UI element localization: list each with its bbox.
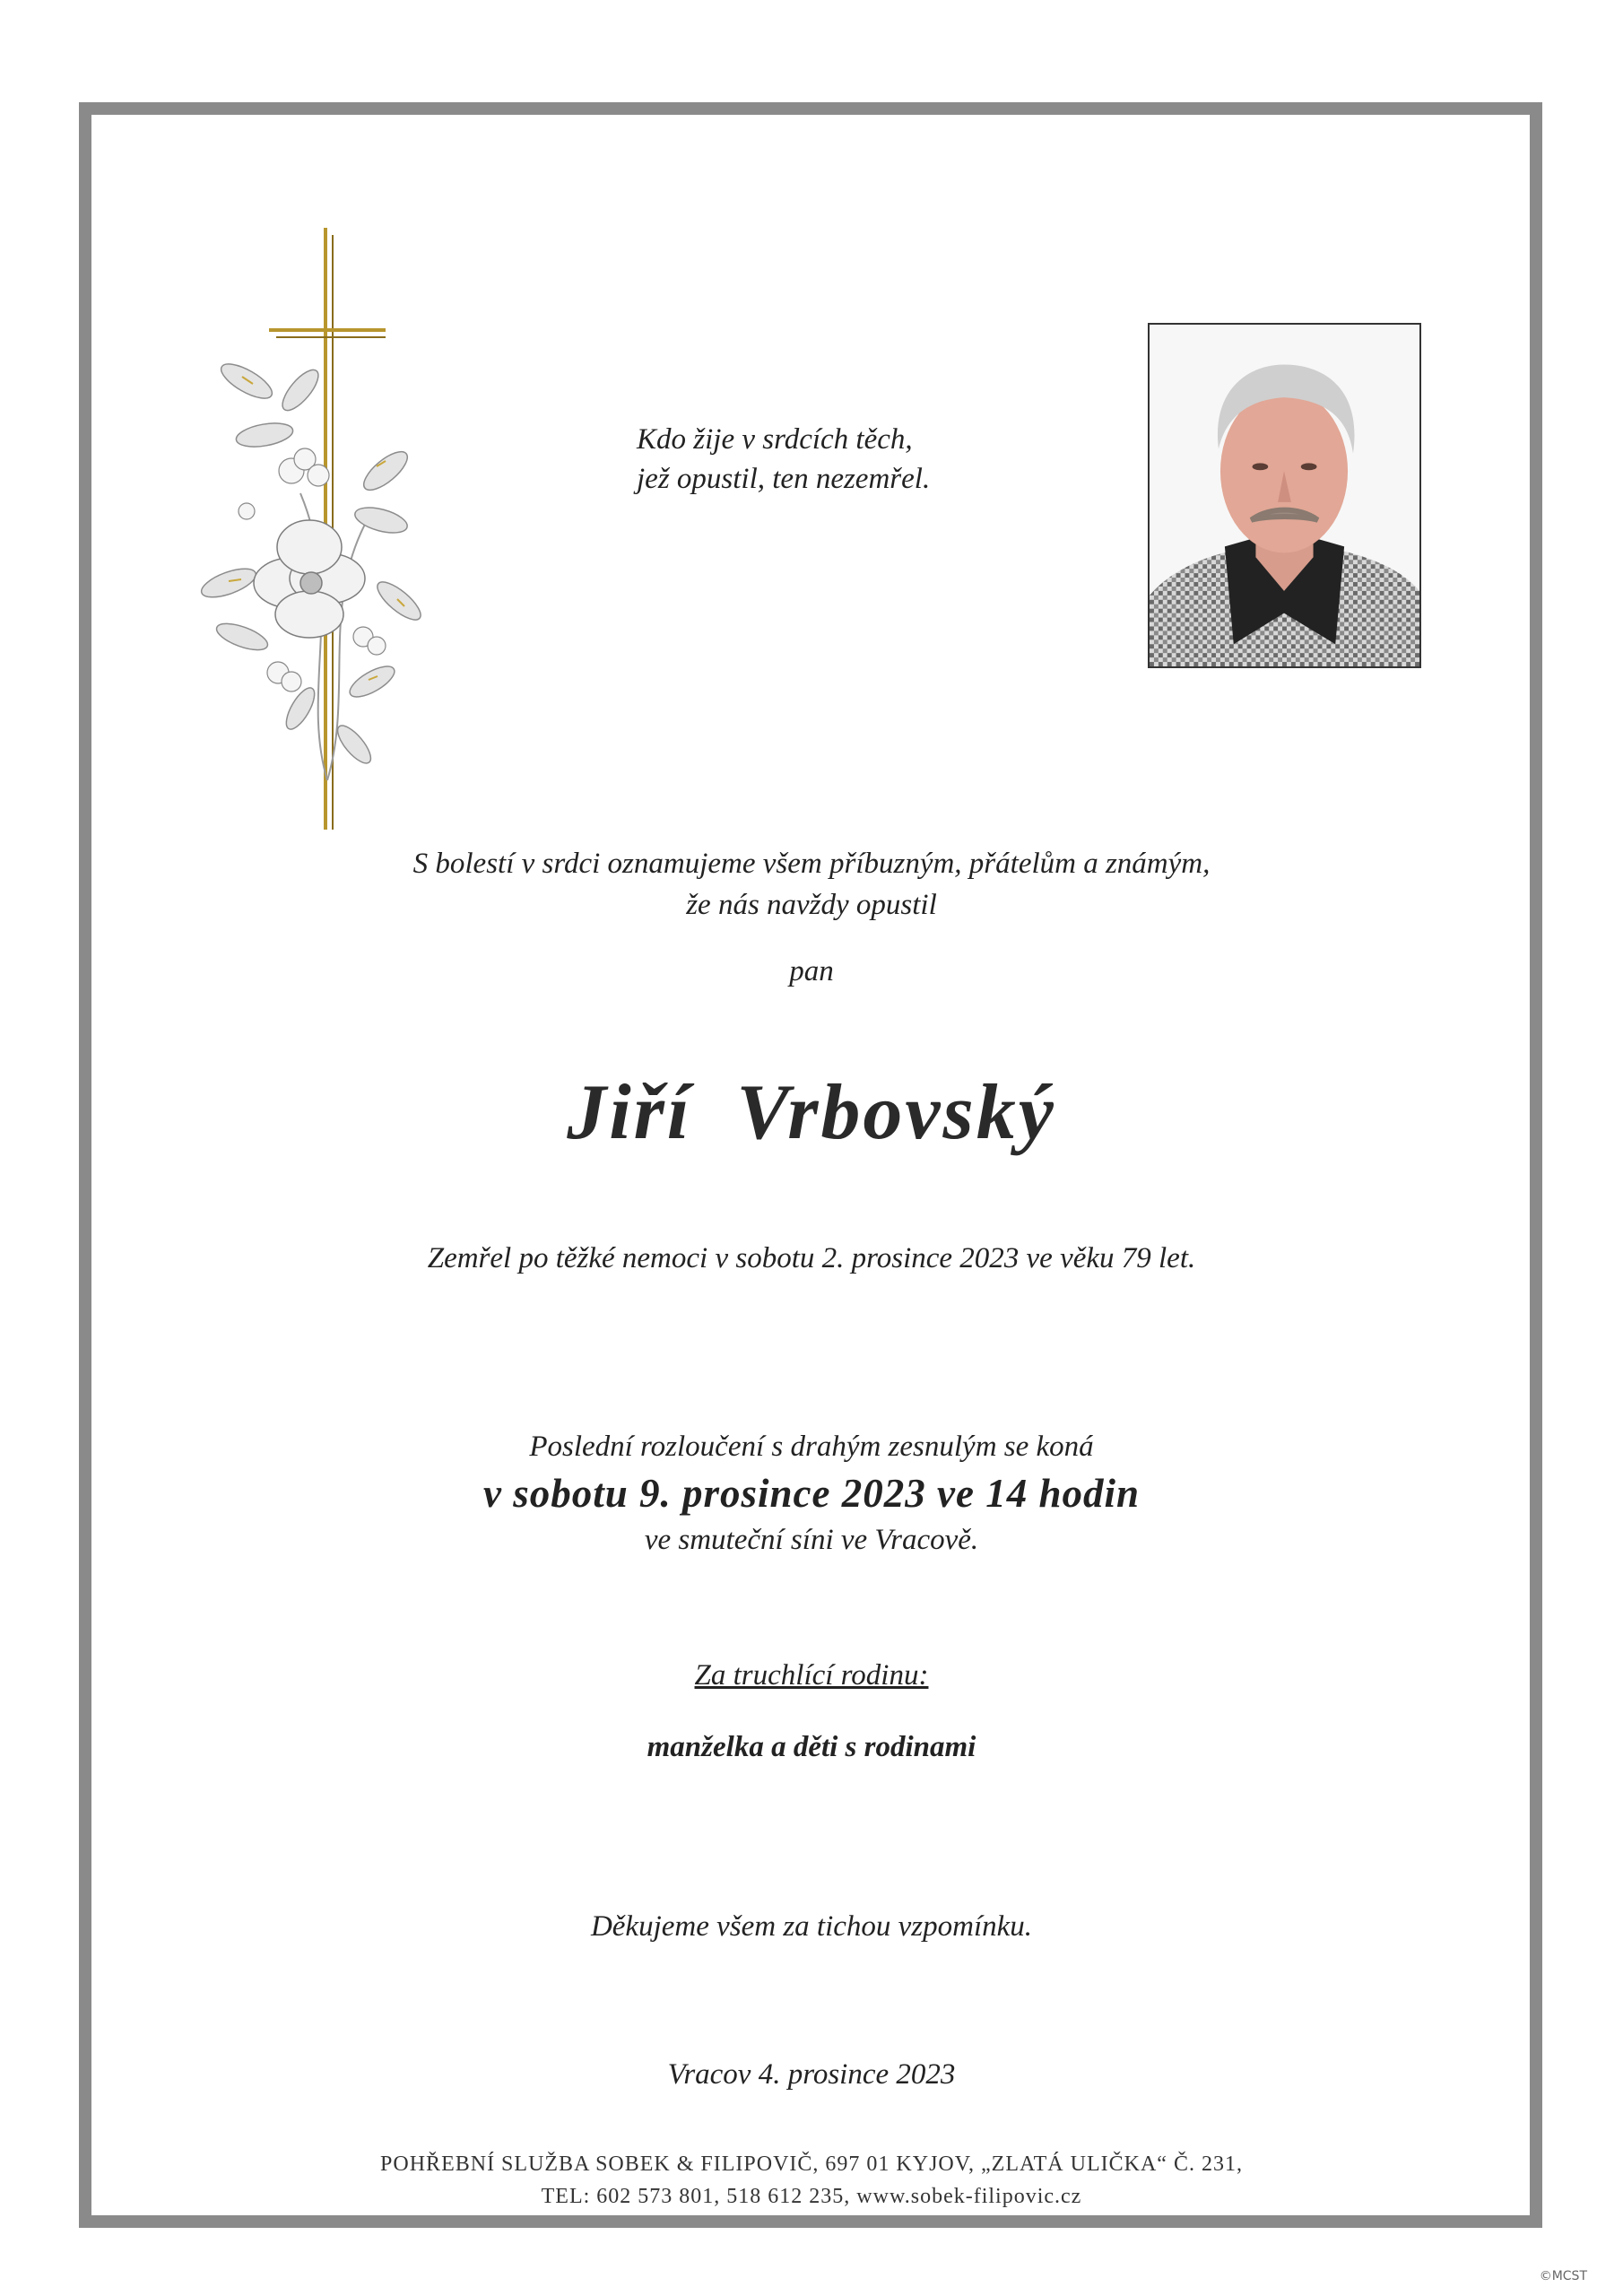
farewell-intro: Poslední rozloučení s drahým zesnulým se koná [529, 1431, 1094, 1463]
footer-line-2: TEL: 602 573 801, 518 612 235, www.sobek-filipovic.cz [541, 2185, 1082, 2208]
title-word: pan [789, 955, 834, 987]
motto [520, 420, 933, 499]
announcement-line-1: S bolestí v srdci oznamujeme všem příbuzným, přátelům a známým, [412, 848, 1211, 880]
announcement-line-2: že nás navždy opustil [686, 889, 937, 921]
portrait-svg [1150, 325, 1419, 666]
death-info: Zemřel po těžké nemoci v sobotu 2. prosince 2023 ve věku 79 let. [427, 1242, 1196, 1274]
announcement [0, 843, 1623, 926]
farewell-datetime: v sobotu 9. prosince 2023 ve 14 hodin [482, 1471, 1141, 1516]
footer-line-1: POHŘEBNÍ SLUŽBA SOBEK & FILIPOVIČ, 697 01 KYJOV, „ZLATÁ ULIČKA“ Č. 231, [380, 2152, 1243, 2176]
funeral-service-footer [0, 2148, 1623, 2213]
copyright: ©MCST [1539, 2269, 1587, 2283]
mourners-heading: Za truchlící rodinu: [694, 1659, 929, 1692]
deceased-name: Jiří Vrbovský [567, 1069, 1056, 1156]
farewell [0, 1426, 1623, 1561]
cross-with-flowers-icon [193, 224, 444, 834]
mourners-names: manželka a děti s rodinami [647, 1731, 976, 1763]
farewell-place: ve smuteční síni ve Vracově. [644, 1524, 979, 1556]
motto-line-1: Kdo žije v srdcích těch, [637, 423, 913, 456]
place-and-date: Vracov 4. prosince 2023 [667, 2058, 956, 2091]
motto-line-2: jež opustil, ten nezemřel. [637, 463, 931, 495]
thanks: Děkujeme všem za tichou vzpomínku. [590, 1910, 1033, 1943]
portrait-photo [1148, 323, 1421, 668]
cross-flowers-svg [193, 224, 444, 834]
